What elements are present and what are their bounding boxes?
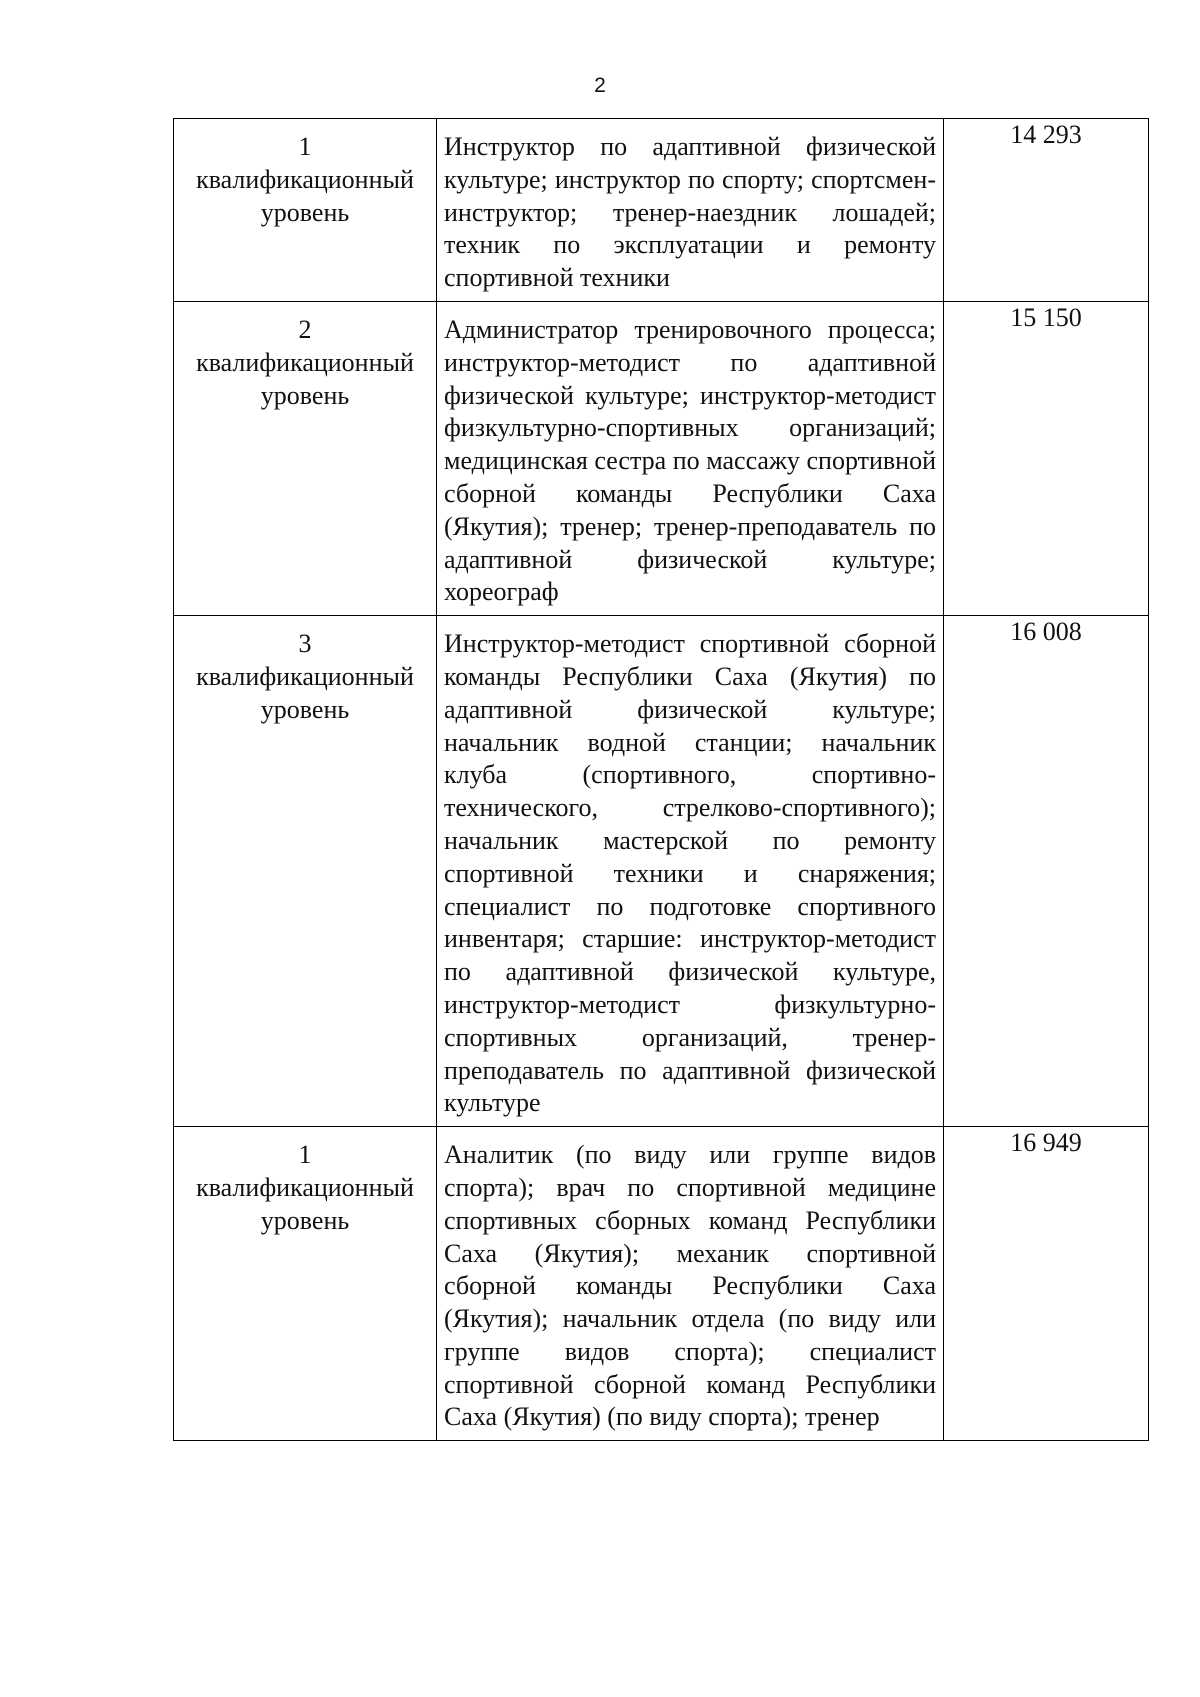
- level-number: 2: [298, 314, 312, 344]
- table-row: [174, 301, 1149, 615]
- salary-cell: 14 293: [944, 119, 1149, 302]
- level-number: 1: [298, 132, 312, 161]
- qualification-level-cell: [174, 119, 437, 302]
- salary-cell: 16 008: [944, 616, 1149, 1127]
- level-label: квалификационный: [196, 1172, 414, 1202]
- salary-cell: 15 150: [944, 301, 1149, 615]
- table-row: [174, 616, 1149, 1127]
- positions-cell: Инструктор-методист спортивной сборной команды Республики Саха (Якутия) по адаптивной физической культуре; начальник водной станции; начальник клуба (спортивного, спортивно-технического, стрелково-спортивного); начальник мастерской по ремонту спортивной техники и снаряжения; специалист по подготовке спортивного инвентаря; старшие: инструктор-методист по адаптивной физической культуре, инструктор-методист физкультурно-спортивных организаций, тренер-преподаватель по адаптивной физической культуре: [437, 616, 944, 1127]
- level-word: уровень: [260, 1205, 350, 1235]
- level-word: уровень: [260, 694, 350, 724]
- positions-cell: Инструктор по адаптивной физической культуре; инструктор по спорту; спортсмен-инструктор; тренер-наездник лошадей; техник по эксплуатации и ремонту спортивной техники: [437, 119, 944, 302]
- qualification-salary-table: [173, 118, 1149, 1441]
- level-word: уровень: [260, 380, 350, 410]
- level-word: уровень: [260, 197, 350, 227]
- page-number: 2: [594, 74, 606, 97]
- salary-cell: 16 949: [944, 1127, 1149, 1441]
- table-row: [174, 1127, 1149, 1441]
- positions-cell: Аналитик (по виду или группе видов спорта); врач по спортивной медицине спортивных сборных команд Республики Саха (Якутия); механик спортивной сборной команды Республики Саха (Якутия); начальник отдела (по виду или группе видов спорта); специалист спортивной сборной команд Республики Саха (Якутия) (по виду спорта); тренер: [437, 1127, 944, 1441]
- level-label: квалификационный: [196, 347, 414, 377]
- table-row: [174, 119, 1149, 302]
- level-label: квалификационный: [196, 164, 414, 194]
- qualification-level-cell: [174, 1127, 437, 1441]
- level-number: 1: [298, 1140, 312, 1170]
- qualification-level-cell: [174, 616, 437, 1127]
- positions-cell: Администратор тренировочного процесса; инструктор-методист по адаптивной физической культуре; инструктор-методист физкультурно-спортивных организаций; медицинская сестра по массажу спортивной сборной команды Республики Саха (Якутия); тренер; тренер-преподаватель по адаптивной физической культуре; хореограф: [437, 301, 944, 615]
- level-label: квалификационный: [196, 661, 414, 691]
- qualification-level-cell: [174, 301, 437, 615]
- level-number: 3: [298, 629, 312, 659]
